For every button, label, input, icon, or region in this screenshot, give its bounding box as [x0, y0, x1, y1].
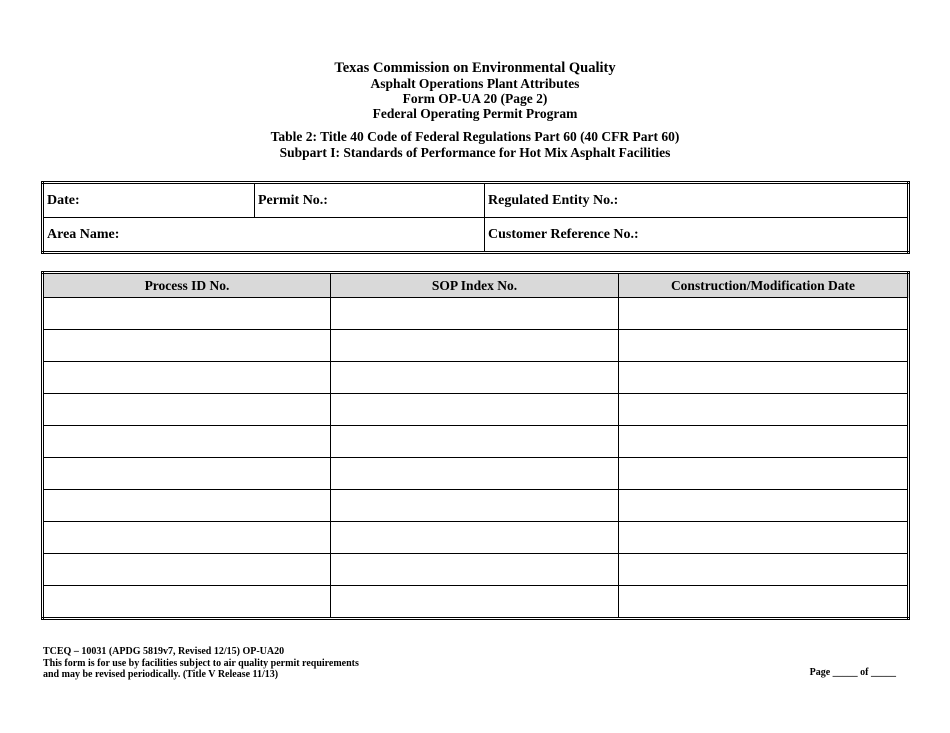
table-row — [43, 586, 909, 619]
construction-date-cell[interactable] — [619, 554, 909, 586]
date-field[interactable]: Date: — [43, 183, 255, 218]
process-id-header: Process ID No. — [43, 273, 331, 298]
usage-note: This form is for use by facilities subject to air quality permit requirements — [43, 657, 359, 669]
process-id-cell[interactable] — [43, 490, 331, 522]
process-id-cell[interactable] — [43, 362, 331, 394]
process-id-cell[interactable] — [43, 522, 331, 554]
sop-index-cell[interactable] — [331, 586, 619, 619]
sop-index-header: SOP Index No. — [331, 273, 619, 298]
construction-date-cell[interactable] — [619, 426, 909, 458]
revision-note: and may be revised periodically. (Title V Release 11/13) — [43, 669, 279, 680]
table-row — [43, 426, 909, 458]
table-row — [43, 490, 909, 522]
construction-date-cell[interactable] — [619, 362, 909, 394]
construction-date-header: Construction/Modification Date — [619, 273, 909, 298]
process-table — [41, 271, 910, 620]
form-footer — [43, 646, 543, 681]
customer-reference-field[interactable]: Customer Reference No.: — [485, 218, 909, 253]
area-name-field[interactable]: Area Name: — [43, 218, 485, 253]
sop-index-cell[interactable] — [331, 394, 619, 426]
table-title: Table 2: Title 40 Code of Federal Regulations Part 60 (40 CFR Part 60) — [270, 129, 680, 144]
permit-number-field[interactable]: Permit No.: — [255, 183, 485, 218]
sop-index-cell[interactable] — [331, 298, 619, 330]
table-row — [43, 362, 909, 394]
table-row — [43, 458, 909, 490]
process-id-cell[interactable] — [43, 330, 331, 362]
form-header — [0, 60, 950, 121]
table-row — [43, 522, 909, 554]
construction-date-cell[interactable] — [619, 522, 909, 554]
program-name: Federal Operating Permit Program — [372, 106, 578, 121]
form-number: Form OP-UA 20 (Page 2) — [402, 91, 548, 106]
process-id-cell[interactable] — [43, 586, 331, 619]
subpart-title: Subpart I: Standards of Performance for Hot Mix Asphalt Facilities — [279, 145, 671, 160]
process-id-cell[interactable] — [43, 394, 331, 426]
process-id-cell[interactable] — [43, 554, 331, 586]
table-row — [43, 554, 909, 586]
process-id-cell[interactable] — [43, 426, 331, 458]
sop-index-cell[interactable] — [331, 362, 619, 394]
construction-date-cell[interactable] — [619, 458, 909, 490]
construction-date-cell[interactable] — [619, 298, 909, 330]
sop-index-cell[interactable] — [331, 426, 619, 458]
sop-index-cell[interactable] — [331, 458, 619, 490]
construction-date-cell[interactable] — [619, 394, 909, 426]
table-heading — [0, 129, 950, 161]
construction-date-cell[interactable] — [619, 490, 909, 522]
construction-date-cell[interactable] — [619, 330, 909, 362]
table-row — [43, 330, 909, 362]
sop-index-cell[interactable] — [331, 554, 619, 586]
process-id-cell[interactable] — [43, 458, 331, 490]
regulated-entity-field[interactable]: Regulated Entity No.: — [485, 183, 909, 218]
form-title: Asphalt Operations Plant Attributes — [370, 76, 580, 91]
page-number: Page _____ of _____ — [809, 667, 896, 678]
form-revision: TCEQ – 10031 (APDG 5819v7, Revised 12/15) OP-UA20 — [43, 646, 285, 657]
process-id-cell[interactable] — [43, 298, 331, 330]
sop-index-cell[interactable] — [331, 490, 619, 522]
table-row — [43, 298, 909, 330]
sop-index-cell[interactable] — [331, 522, 619, 554]
construction-date-cell[interactable] — [619, 586, 909, 619]
sop-index-cell[interactable] — [331, 330, 619, 362]
table-row — [43, 394, 909, 426]
process-table-body — [43, 298, 909, 619]
agency-name: Texas Commission on Environmental Quality — [334, 60, 616, 76]
identification-table — [41, 181, 910, 254]
